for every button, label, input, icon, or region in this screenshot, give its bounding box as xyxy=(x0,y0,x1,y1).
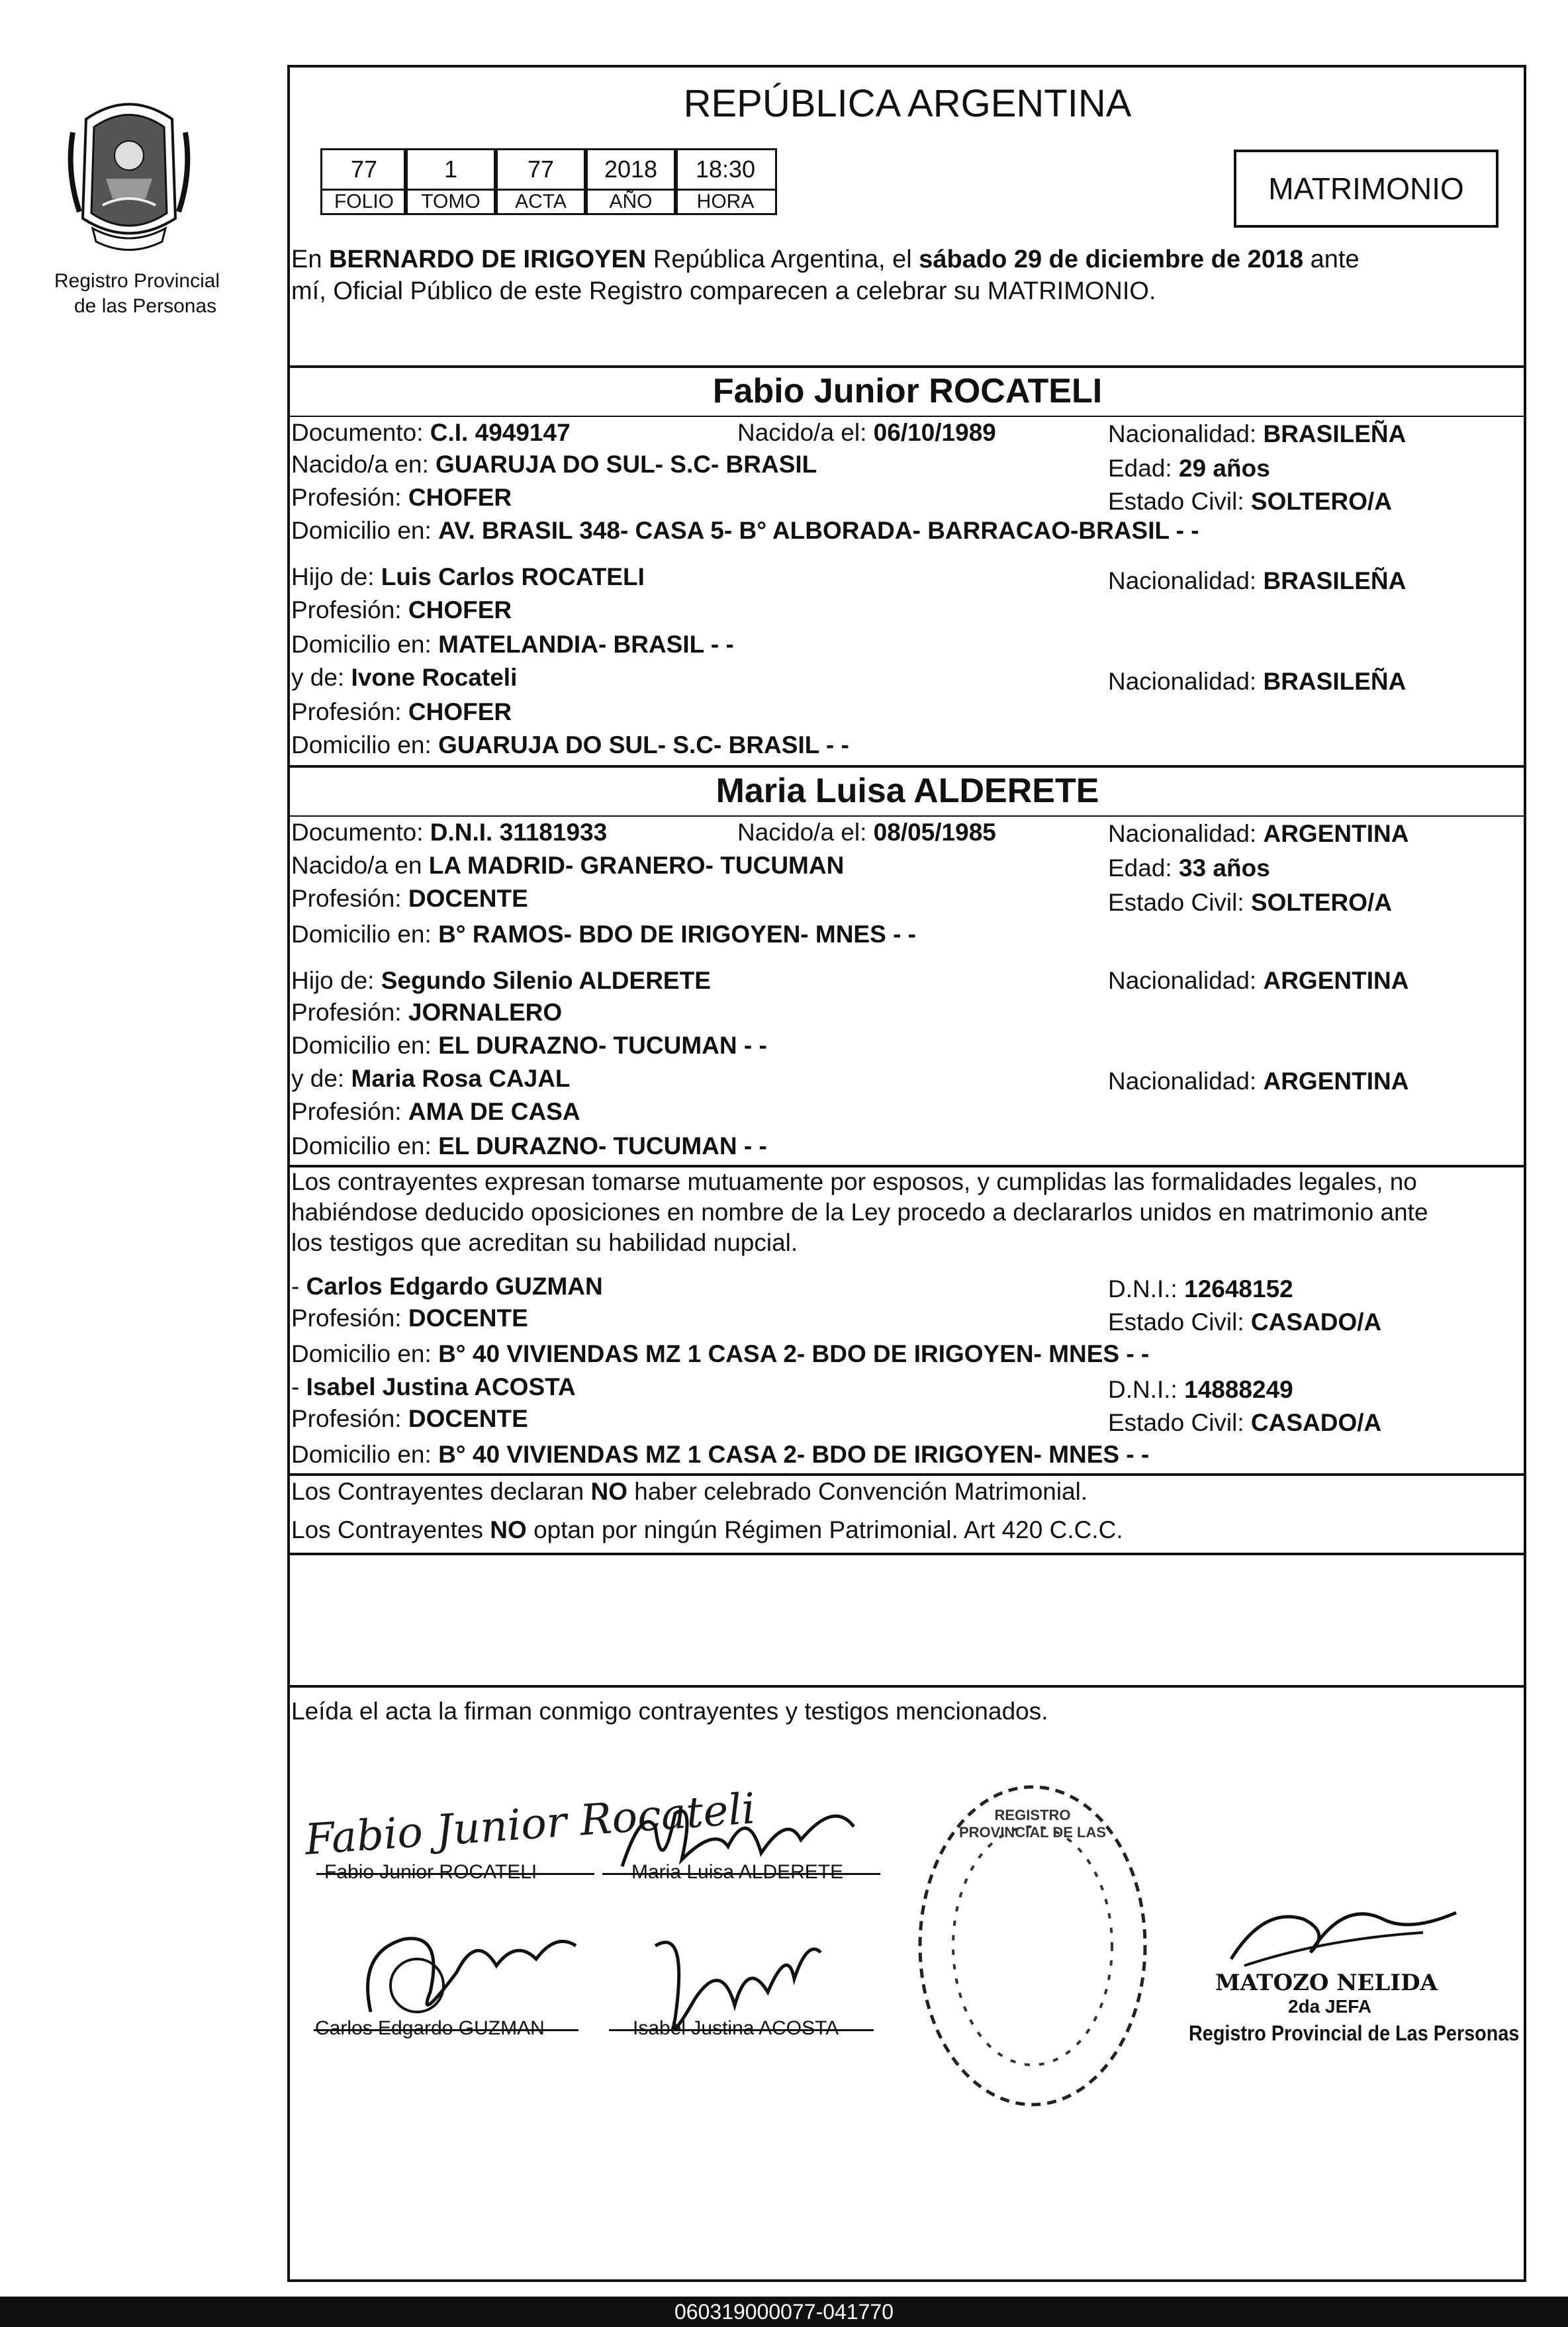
label: Profesión: xyxy=(291,999,408,1026)
label: y de: xyxy=(291,1065,351,1092)
footer-bar xyxy=(0,2297,1568,2327)
divider xyxy=(289,1473,1526,1476)
label: Nacionalidad: xyxy=(1108,420,1264,447)
value: Isabel Justina ACOSTA xyxy=(306,1373,576,1400)
declaration-line-2: habiéndose deducido oposiciones en nombre de la Ley procedo a declararlos unidos en matrimonio ante xyxy=(291,1199,1428,1226)
provincial-seal xyxy=(66,93,192,258)
spouse2-father-prof xyxy=(291,998,562,1027)
intro-line-2: mí, Oficial Público de este Registro comparecen a celebrar su MATRIMONIO. xyxy=(291,277,1156,305)
doc-type: MATRIMONIO xyxy=(1268,171,1464,206)
convention-line-1 xyxy=(291,1477,1087,1506)
value: 08/05/1985 xyxy=(873,819,996,846)
spouse2-edad xyxy=(1108,854,1270,883)
value: Segundo Silenio ALDERETE xyxy=(381,967,711,994)
intro-place: BERNARDO DE IRIGOYEN xyxy=(329,246,647,273)
spouse2-nacido-el xyxy=(737,818,996,847)
label: Domicilio en: xyxy=(291,1032,439,1059)
footer-code: 060319000077-041770 xyxy=(674,2300,894,2324)
doc-type-box xyxy=(1234,150,1499,228)
spouse1-edad xyxy=(1108,454,1270,483)
document-title: REPÚBLICA ARGENTINA xyxy=(683,82,1132,125)
spouse1-father xyxy=(291,563,645,592)
spouse2-name: Maria Luisa ALDERETE xyxy=(715,772,1099,810)
label: D.N.I.: xyxy=(1108,1376,1185,1403)
label: y de: xyxy=(291,664,351,691)
value: Carlos Edgardo GUZMAN xyxy=(306,1273,603,1300)
spouse1-father-nac xyxy=(1108,567,1406,596)
label: Nacionalidad: xyxy=(1108,1068,1264,1095)
intro-text-c: ante xyxy=(1303,246,1360,273)
spouse1-domicilio xyxy=(291,516,1199,545)
acta-value: 77 xyxy=(494,148,588,191)
acta-label: ACTA xyxy=(494,191,588,215)
value: 06/10/1989 xyxy=(873,419,996,446)
spouse1-profesion xyxy=(291,483,512,512)
signature-fabio: Fabio Junior Rocateli xyxy=(303,1784,757,1865)
label: Domicilio en: xyxy=(291,517,439,544)
label: Estado Civil: xyxy=(1108,1409,1251,1436)
divider xyxy=(289,1553,1526,1555)
spouse1-father-dom xyxy=(291,630,734,659)
signature-label-maria: Maria Luisa ALDERETE xyxy=(631,1861,844,1883)
spouse1-mother-prof xyxy=(291,698,512,727)
witness2-profesion xyxy=(291,1404,528,1434)
label: Hijo de: xyxy=(291,967,381,994)
value: AV. BRASIL 348- CASA 5- B° ALBORADA- BARRACAO-BRASIL - - xyxy=(438,517,1199,544)
value: CHOFER xyxy=(408,596,512,623)
text: Los Contrayentes declaran xyxy=(291,1478,591,1505)
value: 29 años xyxy=(1178,455,1270,482)
seal-caption-1: Registro Provincial xyxy=(54,270,220,292)
spouse2-domicilio xyxy=(291,920,916,949)
declaration-line-1: Los contrayentes expresan tomarse mutuamente por esposos, y cumplidas las formalidades legales, no xyxy=(291,1168,1417,1195)
label: Edad: xyxy=(1108,854,1179,882)
label: Domicilio en: xyxy=(291,921,439,948)
spouse1-documento xyxy=(291,418,571,447)
intro-line-1 xyxy=(291,245,1360,274)
value: JORNALERO xyxy=(408,999,563,1026)
value: DOCENTE xyxy=(408,1304,528,1332)
tomo-label: TOMO xyxy=(404,191,498,215)
spouse2-mother-nac xyxy=(1108,1067,1408,1096)
anio-value: 2018 xyxy=(584,148,678,191)
closing-text: Leída el acta la firman conmigo contrayentes y testigos mencionados. xyxy=(291,1698,1048,1725)
spouse1-mother-dom xyxy=(291,731,849,760)
value: 12648152 xyxy=(1184,1275,1293,1302)
spouse2-mother xyxy=(291,1064,571,1093)
spouse2-documento xyxy=(291,818,607,847)
label: Nacido/a el: xyxy=(737,819,874,846)
label: Estado Civil: xyxy=(1108,488,1251,515)
label: Profesión: xyxy=(291,484,408,511)
label: Edad: xyxy=(1108,455,1179,482)
spouse2-estado xyxy=(1108,888,1392,917)
value: DOCENTE xyxy=(408,885,528,912)
intro-text-b: República Argentina, el xyxy=(646,246,919,273)
label: Profesión: xyxy=(291,1098,408,1125)
negation: NO xyxy=(590,1478,627,1505)
intro-date: sábado 29 de diciembre de 2018 xyxy=(919,246,1304,273)
value: ARGENTINA xyxy=(1263,1068,1409,1095)
value: AMA DE CASA xyxy=(408,1098,580,1125)
folio-value: 77 xyxy=(320,148,408,191)
value: ARGENTINA xyxy=(1263,967,1409,994)
value: BRASILEÑA xyxy=(1263,420,1407,447)
value: B° 40 VIVIENDAS MZ 1 CASA 2- BDO DE IRIGOYEN- MNES - - xyxy=(438,1340,1150,1367)
label: Nacionalidad: xyxy=(1108,567,1264,594)
witness2-estado xyxy=(1108,1408,1381,1437)
divider xyxy=(289,1685,1526,1688)
declaration-line-3: los testigos que acreditan su habilidad nupcial. xyxy=(291,1229,798,1256)
value: GUARUJA DO SUL- S.C- BRASIL xyxy=(436,451,817,478)
value: MATELANDIA- BRASIL - - xyxy=(438,631,734,658)
value: Maria Rosa CAJAL xyxy=(351,1065,571,1092)
witness2-dni xyxy=(1108,1375,1293,1404)
value: EL DURAZNO- TUCUMAN - - xyxy=(438,1032,767,1059)
witness1-estado xyxy=(1108,1308,1381,1337)
label: Nacionalidad: xyxy=(1108,820,1264,847)
value: CHOFER xyxy=(408,484,512,511)
signature-carlos xyxy=(344,1893,596,2038)
signature-official xyxy=(1224,1893,1463,1979)
folio-label: FOLIO xyxy=(320,191,408,215)
witness1-dni xyxy=(1108,1275,1293,1304)
label: Nacido/a en: xyxy=(291,451,436,478)
text: haber celebrado Convención Matrimonial. xyxy=(627,1478,1088,1505)
label: Estado Civil: xyxy=(1108,1308,1251,1336)
text: Los Contrayentes xyxy=(291,1516,490,1543)
label: Documento: xyxy=(291,819,430,846)
value: D.N.I. 31181933 xyxy=(430,819,608,846)
label: Profesión: xyxy=(291,1304,408,1332)
value: BRASILEÑA xyxy=(1263,668,1407,695)
prefix: - xyxy=(291,1373,306,1400)
value: LA MADRID- GRANERO- TUCUMAN xyxy=(428,852,845,879)
label: D.N.I.: xyxy=(1108,1275,1185,1302)
text: optan por ningún Régimen Patrimonial. Art 420 C.C.C. xyxy=(526,1516,1123,1543)
registry-stamp xyxy=(913,1780,1152,2111)
value: B° 40 VIVIENDAS MZ 1 CASA 2- BDO DE IRIGOYEN- MNES - - xyxy=(438,1441,1150,1468)
label: Profesión: xyxy=(291,698,408,725)
label: Domicilio en: xyxy=(291,1340,439,1367)
value: SOLTERO/A xyxy=(1250,488,1393,515)
spouse2-nacido-en xyxy=(291,851,844,880)
label: Hijo de: xyxy=(291,563,381,590)
signature-label-fabio: Fabio Junior ROCATELI xyxy=(324,1861,537,1883)
label: Profesión: xyxy=(291,1405,408,1432)
hora-label: HORA xyxy=(674,191,777,215)
label: Domicilio en: xyxy=(291,1441,439,1468)
label: Profesión: xyxy=(291,596,408,623)
spouse1-mother-nac xyxy=(1108,667,1406,696)
signature-label-carlos: Carlos Edgardo GUZMAN xyxy=(315,2017,545,2039)
spouse1-nacido-el xyxy=(737,418,996,447)
stamp-text: REGISTRO PROVINCIAL DE LAS xyxy=(958,1807,1107,1841)
value: B° RAMOS- BDO DE IRIGOYEN- MNES - - xyxy=(438,921,916,948)
witness2-name xyxy=(291,1373,576,1402)
official-role: 2da JEFA xyxy=(1288,1996,1372,2017)
hora-value: 18:30 xyxy=(674,148,777,191)
value: SOLTERO/A xyxy=(1250,889,1393,916)
spouse1-estado xyxy=(1108,487,1392,516)
value: CHOFER xyxy=(408,698,512,725)
witness2-domicilio xyxy=(291,1440,1149,1469)
label: Nacido/a en xyxy=(291,852,429,879)
label: Domicilio en: xyxy=(291,731,439,758)
official-name: MATOZO NELIDA xyxy=(1215,1970,1438,1996)
spouse2-father-dom xyxy=(291,1031,767,1060)
spouse2-profesion xyxy=(291,884,528,913)
official-org: Registro Provincial de Las Personas xyxy=(1189,2021,1520,2045)
divider xyxy=(289,365,1526,368)
spouse2-father-nac xyxy=(1108,966,1408,995)
spouse1-nacionalidad xyxy=(1108,420,1406,449)
value: CASADO/A xyxy=(1250,1409,1382,1436)
label: Nacionalidad: xyxy=(1108,967,1264,994)
label: Domicilio en: xyxy=(291,1132,439,1160)
prefix: - xyxy=(291,1273,306,1300)
witness1-profesion xyxy=(291,1304,528,1333)
value: EL DURAZNO- TUCUMAN - - xyxy=(438,1132,767,1160)
intro-text-a: En xyxy=(291,246,330,273)
value: Luis Carlos ROCATELI xyxy=(381,563,645,590)
negation: NO xyxy=(490,1516,527,1543)
divider xyxy=(289,416,1526,417)
label: Estado Civil: xyxy=(1108,889,1251,916)
tomo-value: 1 xyxy=(404,148,498,191)
spouse1-nacido-en xyxy=(291,450,817,479)
value: ARGENTINA xyxy=(1263,820,1409,847)
spouse1-name: Fabio Junior ROCATELI xyxy=(712,372,1103,410)
seal-caption-2: de las Personas xyxy=(74,295,217,317)
value: C.I. 4949147 xyxy=(430,419,571,446)
divider xyxy=(289,765,1526,768)
label: Documento: xyxy=(291,419,430,446)
value: 14888249 xyxy=(1184,1376,1293,1403)
spouse1-father-prof xyxy=(291,596,512,625)
label: Nacionalidad: xyxy=(1108,668,1264,695)
signature-label-isabel: Isabel Justina ACOSTA xyxy=(633,2017,839,2039)
spouse2-father xyxy=(291,966,711,995)
anio-label: AÑO xyxy=(584,191,678,215)
value: CASADO/A xyxy=(1250,1308,1382,1336)
value: 33 años xyxy=(1178,854,1270,882)
label: Profesión: xyxy=(291,885,408,912)
convention-line-2 xyxy=(291,1516,1123,1545)
label: Nacido/a el: xyxy=(737,419,874,446)
value: Ivone Rocateli xyxy=(351,664,518,691)
divider xyxy=(289,815,1526,817)
label: Domicilio en: xyxy=(291,631,439,658)
value: BRASILEÑA xyxy=(1263,567,1407,594)
spouse2-nacionalidad xyxy=(1108,819,1408,848)
value: GUARUJA DO SUL- S.C- BRASIL - - xyxy=(438,731,849,758)
spouse2-mother-prof xyxy=(291,1097,580,1126)
spouse1-mother xyxy=(291,663,517,692)
witness1-name xyxy=(291,1272,603,1301)
value: DOCENTE xyxy=(408,1405,528,1432)
witness1-domicilio xyxy=(291,1340,1149,1369)
spouse2-mother-dom xyxy=(291,1132,767,1161)
